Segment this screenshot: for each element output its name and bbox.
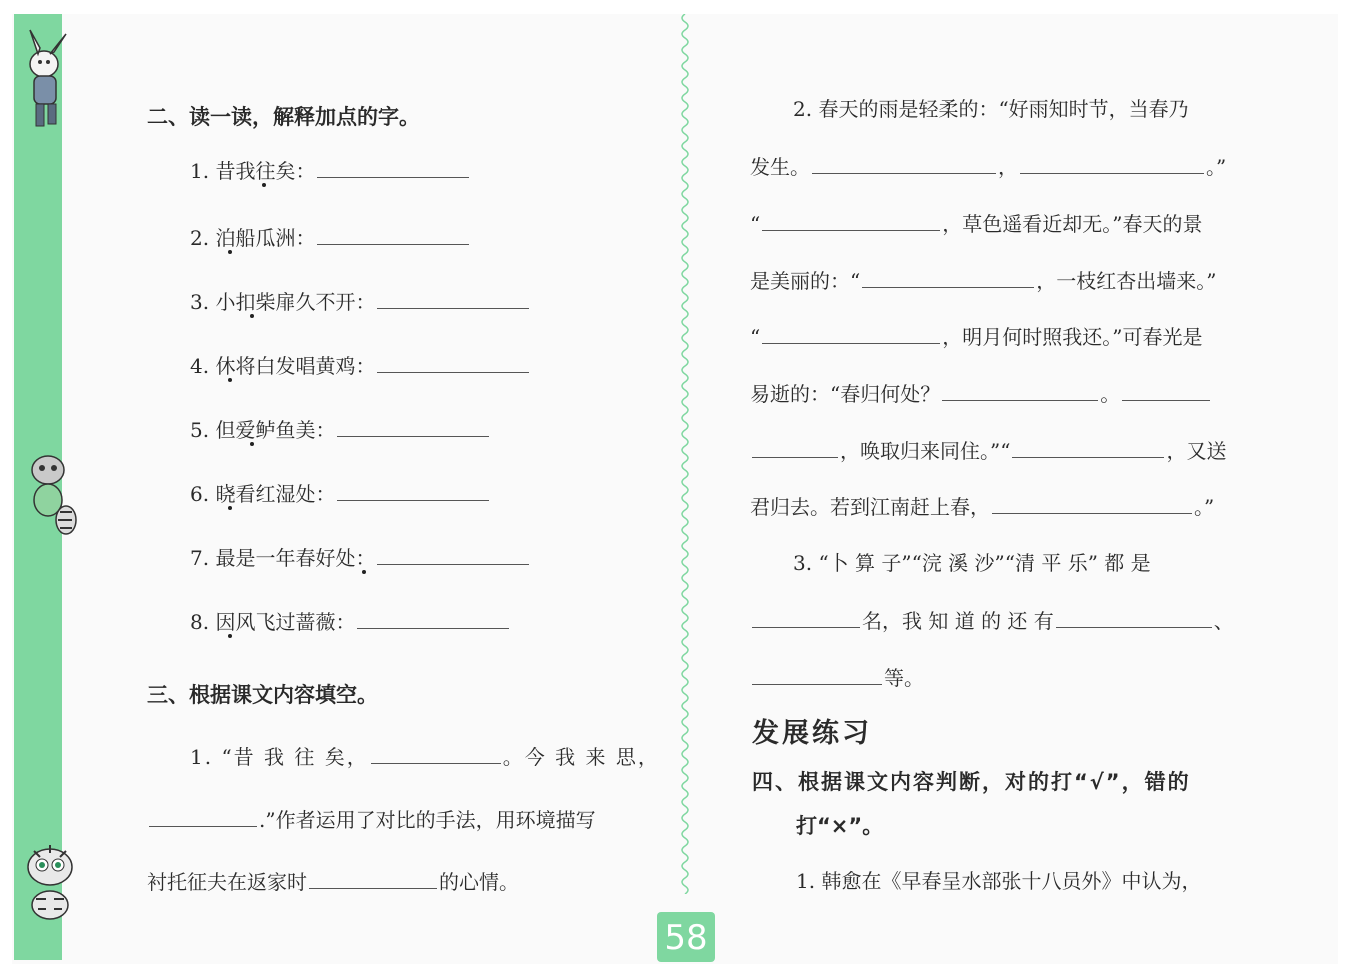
answer-blank[interactable] [309,868,437,889]
list-item: 2. 泊船瓜洲： [190,224,471,251]
answer-blank[interactable] [762,210,940,231]
answer-blank[interactable] [377,544,529,565]
answer-blank[interactable] [752,607,860,628]
fill-line: 名，我 知 道 的 还 有 、 [750,607,1234,634]
fill-line: 衬托征夫在返家时 的心情。 [147,870,519,894]
list-item: 6. 晓看红湿处： [190,480,491,507]
section-3-heading: 三、根据课文内容填空。 [147,683,378,707]
emphasis-dot [262,183,266,187]
section-4-heading-cont: 打“×”。 [796,814,884,838]
fill-line: 易逝的：“春归何处？ 。 [750,380,1212,407]
emphasis-dot [228,250,232,254]
rabbit-mascot-icon [14,24,84,134]
list-item: 7. 最是一年春好处： [190,544,531,571]
answer-blank[interactable] [377,352,529,373]
section-2-heading: 二、读一读，解释加点的字。 [147,105,420,129]
fill-line: 等。 [750,664,924,691]
fill-line: “ ，草色遥看近却无。”春天的景 [750,212,1203,236]
emphasis-dot [362,570,366,574]
list-item: 4. 休将白发唱黄鸡： [190,352,531,379]
answer-blank[interactable] [752,664,882,685]
emphasis-dot [228,634,232,638]
fill-line: ，唤取归来同住。”“ ，又送 [750,437,1226,464]
question-item: 1. 韩愈在《早春呈水部张十八员外》中认为， [796,869,1202,893]
fill-line: 发生。 ， 。” [750,155,1227,179]
answer-blank[interactable] [1056,607,1212,628]
answer-blank[interactable] [752,437,838,458]
answer-blank[interactable] [862,267,1034,288]
section-title: 发展练习 [752,718,872,749]
fill-line: .”作者运用了对比的手法，用环境描写 [147,806,596,833]
answer-blank[interactable] [149,806,257,827]
list-item: 8. 因风飞过蔷薇： [190,608,511,635]
answer-blank[interactable] [992,493,1192,514]
fill-line: 2. 春天的雨是轻柔的：“好雨知时节，当春乃 [793,97,1189,121]
raccoon-mascot-icon [14,440,84,550]
answer-blank[interactable] [1020,153,1204,174]
fill-line: 3. “卜 算 子”“浣 溪 沙”“清 平 乐” 都 是 [793,551,1151,575]
section-4-heading: 四、根据课文内容判断，对的打“√”，错的 [752,770,1191,794]
fill-line: 君归去。若到江南赶上春， 。” [750,495,1215,519]
fill-line: 1. “昔 我 往 矣， 。今 我 来 思， [190,745,660,769]
page-number: 58 [664,918,708,958]
answer-blank[interactable] [317,157,469,178]
fill-line: “ ，明月何时照我还。”可春光是 [750,325,1203,349]
list-item: 5. 但爱鲈鱼美： [190,416,491,443]
emphasis-dot [228,506,232,510]
emphasis-dot [250,314,254,318]
answer-blank[interactable] [337,480,489,501]
emphasis-dot [250,442,254,446]
answer-blank[interactable] [812,153,996,174]
fill-line: 是美丽的：“ ，一枝红杏出墙来。” [750,269,1217,293]
answer-blank[interactable] [371,743,501,764]
answer-blank[interactable] [1122,380,1210,401]
list-item: 3. 小扣柴扉久不开： [190,288,531,315]
answer-blank[interactable] [357,608,509,629]
answer-blank[interactable] [317,224,469,245]
answer-blank[interactable] [762,323,940,344]
tiger-mascot-icon [14,815,84,925]
list-item: 1. 昔我往矣： [190,157,471,184]
answer-blank[interactable] [337,416,489,437]
answer-blank[interactable] [377,288,529,309]
answer-blank[interactable] [1012,437,1164,458]
emphasis-dot [228,378,232,382]
page-spine-divider [676,14,694,894]
answer-blank[interactable] [942,380,1098,401]
